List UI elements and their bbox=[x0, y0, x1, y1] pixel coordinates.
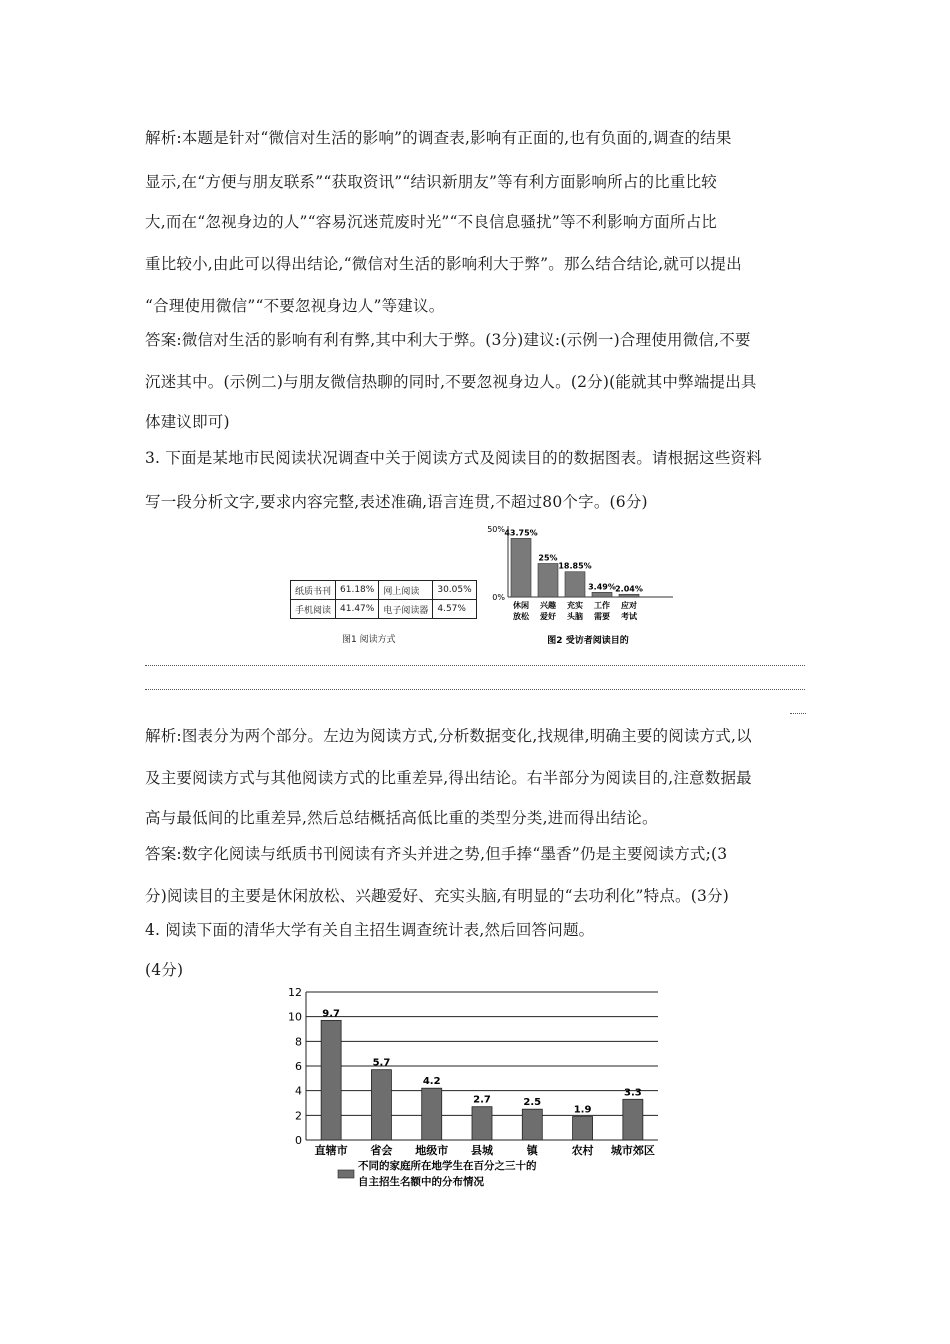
text-line: 显示,在“方便与朋友联系”“获取资讯”“结识新朋友”等有利方面影响所占的比重比较 bbox=[145, 173, 717, 191]
table-cell: 30.05% bbox=[433, 581, 476, 600]
text-line: 解析:图表分为两个部分。左边为阅读方式,分析数据变化,找规律,明确主要的阅读方式,以 bbox=[145, 727, 752, 745]
table-cell: 41.47% bbox=[336, 600, 379, 619]
x-tick-label: 直辖市 bbox=[314, 1144, 348, 1157]
bar bbox=[422, 1088, 442, 1140]
bar bbox=[565, 572, 585, 597]
x-tick-label: 县城 bbox=[471, 1144, 493, 1157]
y-tick-label: 8 bbox=[295, 1035, 302, 1049]
data-label: 5.7 bbox=[372, 1057, 391, 1069]
y-tick-label: 10 bbox=[288, 1010, 302, 1024]
table-row bbox=[291, 581, 477, 600]
x-tick-label: 镇 bbox=[526, 1144, 538, 1157]
answer-line bbox=[145, 689, 805, 690]
x-tick-label: 地级市 bbox=[415, 1144, 449, 1157]
x-tick-label: 放松 bbox=[513, 612, 529, 621]
y-tick-label: 0 bbox=[295, 1134, 302, 1147]
table-cell: 电子阅读器 bbox=[379, 600, 433, 619]
bar bbox=[321, 1020, 341, 1140]
text-line: 分)阅读目的主要是休闲放松、兴趣爱好、充实头脑,有明显的“去功利化”特点。(3分) bbox=[145, 887, 729, 905]
text-line: 体建议即可) bbox=[145, 413, 230, 431]
table-cell: 手机阅读 bbox=[291, 600, 336, 619]
data-label: 1.9 bbox=[573, 1104, 592, 1116]
text-line: “合理使用微信”“不要忽视身边人”等建议。 bbox=[145, 297, 445, 315]
x-tick-label: 头脑 bbox=[567, 612, 583, 621]
text-line: 答案:数字化阅读与纸质书刊阅读有齐头并进之势,但手捧“墨香”仍是主要阅读方式;(3 bbox=[145, 845, 728, 863]
x-tick-label: 需要 bbox=[594, 612, 610, 621]
figure-1-reading-methods bbox=[290, 580, 477, 645]
text-line: 答案:微信对生活的影响有利有弊,其中利大于弊。(3分)建议:(示例一)合理使用微信,不要 bbox=[145, 331, 751, 349]
text-line: 高与最低间的比重差异,然后总结概括高低比重的类型分类,进而得出结论。 bbox=[145, 809, 658, 827]
answer-line-end bbox=[790, 713, 806, 714]
y-tick-label: 12 bbox=[288, 986, 302, 999]
reading-methods-table bbox=[290, 580, 477, 619]
y-tick-label: 6 bbox=[295, 1060, 302, 1073]
text-line: 3. 下面是某地市民阅读状况调查中关于阅读方式及阅读目的的数据图表。请根据这些资料 bbox=[145, 449, 762, 467]
bar bbox=[619, 594, 639, 597]
y-tick-label: 50% bbox=[487, 525, 505, 534]
table-cell: 61.18% bbox=[336, 581, 379, 600]
table-row bbox=[291, 600, 477, 619]
y-tick-label: 0% bbox=[492, 593, 505, 602]
table-cell: 网上阅读 bbox=[379, 581, 433, 600]
data-label: 9.7 bbox=[322, 1008, 341, 1020]
bar bbox=[511, 538, 531, 597]
x-tick-label: 农村 bbox=[571, 1144, 594, 1157]
table-cell: 4.57% bbox=[433, 600, 476, 619]
figure-2-reading-purpose-chart bbox=[478, 515, 678, 650]
text-line: (4分) bbox=[145, 961, 184, 979]
text-line: 4. 阅读下面的清华大学有关自主招生调查统计表,然后回答问题。 bbox=[145, 921, 595, 939]
figure-1-caption: 图1 阅读方式 bbox=[342, 635, 396, 645]
text-line: 解析:本题是针对“微信对生活的影响”的调查表,影响有正面的,也有负面的,调查的结果 bbox=[145, 129, 732, 147]
legend-label: 不同的家庭所在地学生在百分之三十的 bbox=[358, 1160, 537, 1172]
bar bbox=[592, 592, 612, 597]
x-tick-label: 省会 bbox=[370, 1144, 393, 1157]
data-label: 18.85% bbox=[558, 561, 592, 571]
table-cell: 纸质书刊 bbox=[291, 581, 336, 600]
data-label: 43.75% bbox=[504, 528, 538, 538]
data-label: 3.49% bbox=[588, 582, 616, 592]
x-tick-label: 兴趣 bbox=[540, 601, 556, 610]
bar bbox=[371, 1070, 391, 1140]
y-tick-label: 2 bbox=[295, 1109, 302, 1123]
legend-swatch bbox=[338, 1170, 354, 1178]
x-tick-label: 工作 bbox=[594, 601, 610, 610]
bar bbox=[522, 1109, 542, 1140]
text-line: 大,而在“忽视身边的人”“容易沉迷荒废时光”“不良信息骚扰”等不利影响方面所占比 bbox=[145, 213, 717, 231]
x-tick-label: 充实 bbox=[567, 601, 583, 610]
x-tick-label: 城市郊区 bbox=[610, 1144, 655, 1157]
data-label: 2.7 bbox=[473, 1094, 491, 1106]
x-tick-label: 应对 bbox=[621, 601, 637, 610]
y-tick-label: 4 bbox=[295, 1084, 302, 1098]
data-label: 3.3 bbox=[623, 1087, 642, 1099]
x-tick-label: 休闲 bbox=[513, 601, 529, 610]
bar bbox=[538, 564, 558, 598]
text-line: 沉迷其中。(示例二)与朋友微信热聊的同时,不要忽视身边人。(2分)(能就其中弊端提出具 bbox=[145, 373, 757, 391]
admissions-distribution-chart bbox=[270, 980, 690, 1195]
text-line: 重比较小,由此可以得出结论,“微信对生活的影响利大于弊”。那么结合结论,就可以提出 bbox=[145, 255, 742, 273]
x-tick-label: 爱好 bbox=[540, 612, 556, 621]
data-label: 4.2 bbox=[422, 1076, 441, 1088]
bar bbox=[623, 1099, 643, 1140]
text-line: 写一段分析文字,要求内容完整,表述准确,语言连贯,不超过80个字。(6分) bbox=[145, 493, 648, 511]
chart-caption: 图2 受访者阅读目的 bbox=[547, 636, 629, 646]
data-label: 25% bbox=[538, 553, 558, 563]
x-tick-label: 考试 bbox=[621, 612, 637, 621]
text-line: 及主要阅读方式与其他阅读方式的比重差异,得出结论。右半部分为阅读目的,注意数据最 bbox=[145, 769, 752, 787]
data-label: 2.04% bbox=[615, 584, 643, 594]
legend-label: 自主招生名额中的分布情况 bbox=[358, 1176, 484, 1188]
bar bbox=[472, 1107, 492, 1140]
bar bbox=[573, 1117, 593, 1140]
data-label: 2.5 bbox=[523, 1097, 542, 1109]
answer-line bbox=[145, 665, 805, 666]
